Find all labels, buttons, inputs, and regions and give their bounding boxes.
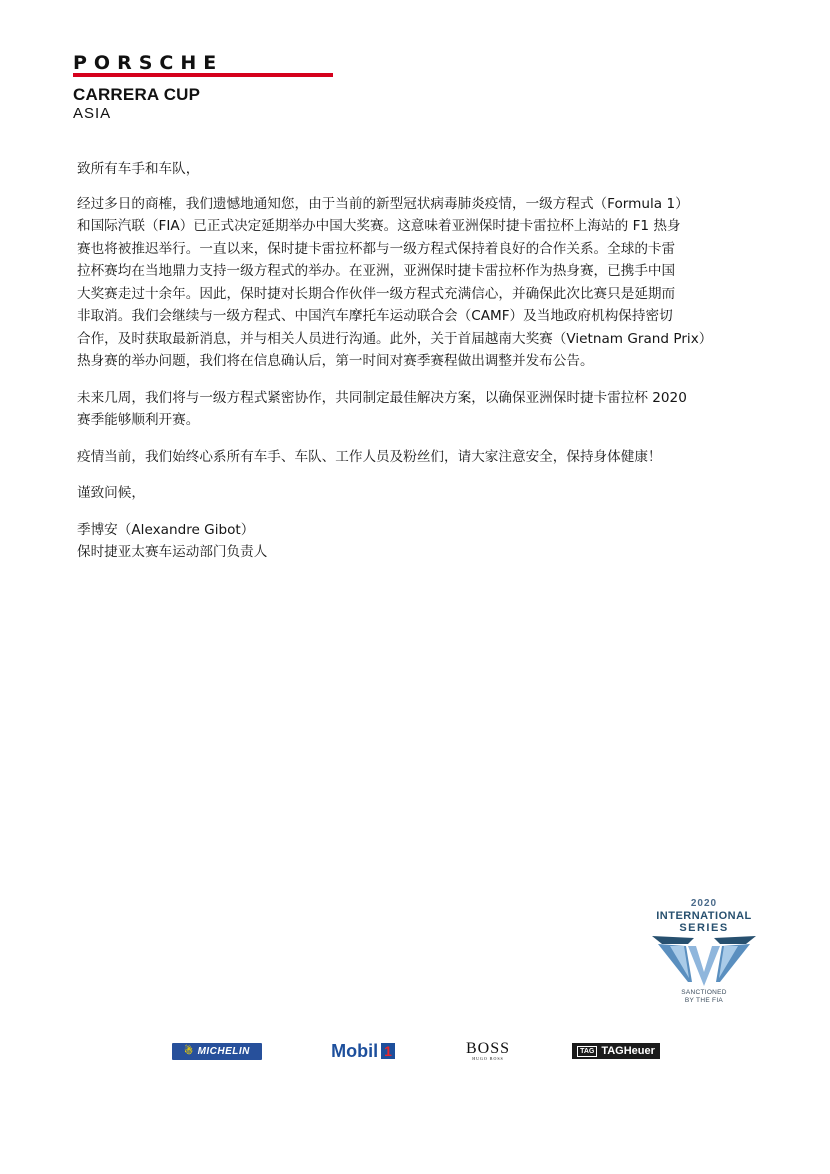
porsche-wordmark-text: PORSCHE [73, 52, 224, 72]
paragraph-line: 热身赛的举办问题，我们将在信息确认后，第一时间对赛季赛程做出调整并发布公告。 [77, 353, 594, 369]
paragraph-wellbeing: 疫情当前，我们始终心系所有车手、车队、工作人员及粉丝们，请大家注意安全，保持身体健康！ [77, 448, 662, 465]
badge-sanction-line2: BY THE FIA [684, 997, 724, 1004]
paragraph-line: 拉杯赛均在当地鼎力支持一级方程式的举办。在亚洲，亚洲保时捷卡雷拉杯作为热身赛，已携手中国 [77, 263, 676, 279]
mobil1-logo [320, 1040, 406, 1062]
porsche-wordmark-logo [73, 52, 313, 72]
badge-sanction-text [648, 989, 760, 1005]
salutation: 致所有车手和车队， [77, 161, 200, 177]
paragraph-line: 非取消。我们会继续与一级方程式、中国汽车摩托车运动联合会（CAMF）及当地政府机构保持密切 [77, 308, 673, 324]
paragraph-line: 和国际汽联（FIA）已正式决定延期举办中国大奖赛。这意味着亚洲保时捷卡雷拉杯上海站的 F1 热身 [77, 218, 681, 234]
tagheuer-logo [572, 1043, 660, 1059]
mobil-one-text: 1 [384, 1043, 392, 1059]
badge-line1: INTERNATIONAL [656, 910, 752, 922]
series-name: CARRERA CUP [73, 85, 201, 104]
paragraph-line: 赛也将被推迟举行。一直以来，保时捷卡雷拉杯都与一级方程式保持着良好的合作关系。全球的卡雷 [77, 240, 676, 257]
red-rule [73, 73, 333, 77]
mobil-text: Mobil [331, 1040, 379, 1061]
sponsor-strip [0, 1040, 830, 1064]
international-series-badge [648, 898, 760, 1018]
paragraph-postponement [77, 193, 777, 373]
series-region: ASIA [73, 105, 112, 122]
tag-shield-icon: TAG [577, 1046, 597, 1057]
boss-logo [460, 1040, 516, 1062]
boss-text: BOSS [465, 1039, 511, 1057]
badge-year: 2020 [690, 898, 718, 909]
closing: 谨致问候， [77, 485, 145, 501]
mobil-one-mark [381, 1043, 395, 1059]
letter-body [77, 158, 777, 564]
signer-title: 保时捷亚太赛车运动部门负责人 [77, 544, 268, 560]
tagheuer-text: TAGHeuer [601, 1045, 655, 1057]
paragraph-line: 经过多日的商榷，我们遗憾地通知您，由于当前的新型冠状病毒肺炎疫情，一级方程式（Formula 1） [77, 195, 689, 212]
paragraph-line: 大奖赛走过十余年。因此，保时捷对长期合作伙伴一级方程式充满信心，并确保此次比赛只是延期而 [77, 285, 676, 302]
paragraph-collaboration [77, 387, 777, 432]
badge-sanction-line1: SANCTIONED [681, 989, 727, 996]
paragraph-line: 未来几周，我们将与一级方程式紧密协作，共同制定最佳解决方案，以确保亚洲保时捷卡雷拉杯 2020 [77, 389, 687, 406]
paragraph-line: 赛季能够顺利开赛。 [77, 412, 200, 428]
paragraph-line: 合作，及时获取最新消息，并与相关人员进行沟通。此外，关于首届越南大奖赛（Vietnam Grand Prix） [77, 330, 713, 347]
signer-name: 季博安（Alexandre Gibot） [77, 521, 255, 538]
michelin-logo [172, 1043, 262, 1060]
michelin-text: MICHELIN [197, 1046, 250, 1057]
boss-subtext: HUGO BOSS [472, 1055, 504, 1061]
michelin-man-icon: ☃ [184, 1046, 194, 1057]
badge-emblem-icon [648, 922, 760, 988]
badge-line2: SERIES [679, 922, 729, 934]
